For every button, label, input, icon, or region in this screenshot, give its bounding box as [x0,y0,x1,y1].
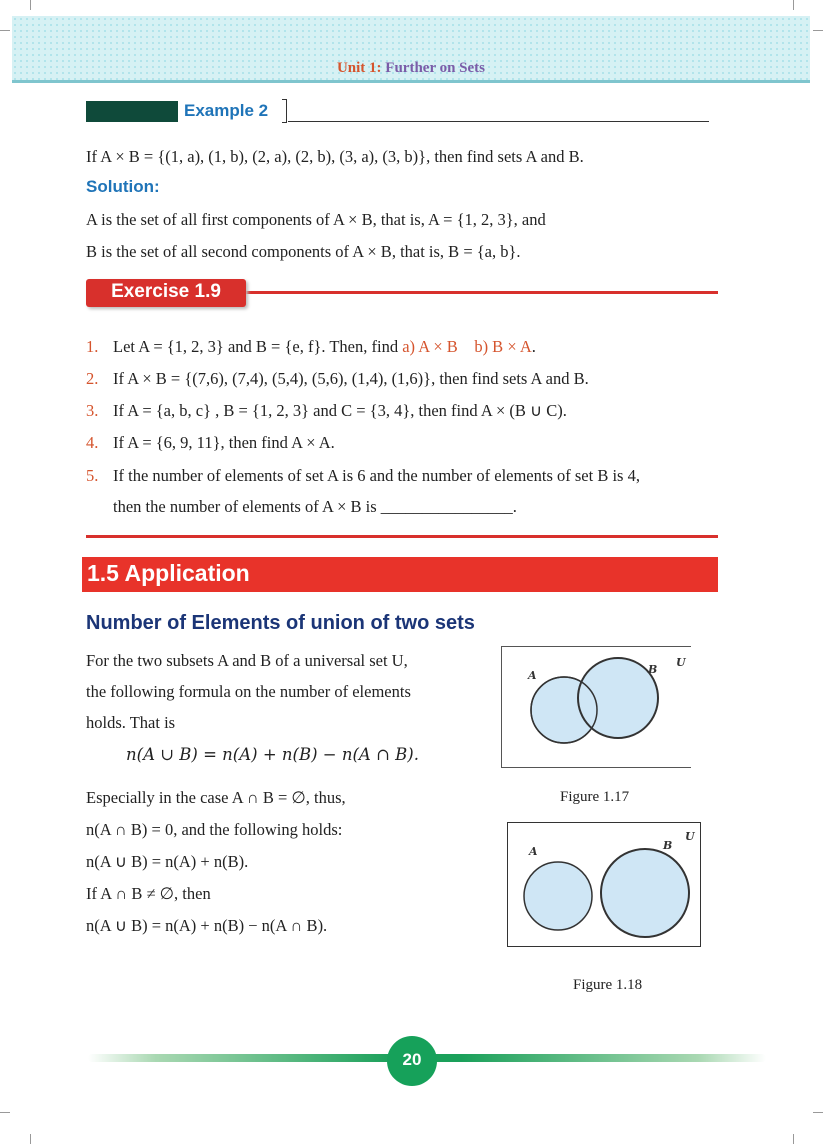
unit-prefix: Unit 1: [336,60,382,76]
set-a-label: A [528,669,537,682]
crop-mark [30,0,31,10]
exercise-part-a: a) A × B [402,337,458,356]
exercise-number: 5. [86,466,99,485]
example-tab-block [86,101,178,122]
paragraph-line: n(A ∪ B) = n(A) + n(B). [86,852,249,871]
exercise-rule [240,291,718,294]
exercise-end: . [531,337,536,356]
universal-set-label: U [685,830,695,843]
venn-disjoint-diagram [508,823,700,946]
exercise-item: If the number of elements of set A is 6 and the number of elements of set B is 4, [113,466,640,485]
crop-mark [793,0,794,10]
exercise-item: If A × B = {(7,6), (7,4), (5,4), (5,6), (1,4), (1,6)}, then find sets A and B. [113,369,589,388]
exercise-number: 4. [86,433,99,452]
solution-line-2: B is the set of all second components of A × B, that is, B = {a, b}. [86,242,521,261]
figure-1-18-box [507,822,701,947]
set-b-label: B [663,839,673,852]
example-problem: If A × B = {(1, a), (1, b), (2, a), (2, b), (3, a), (3, b)}, then find sets A and B. [86,147,584,166]
exercise-end-rule [86,535,718,538]
figure-1-18-caption: Figure 1.18 [573,977,643,993]
crop-mark [0,1112,10,1113]
exercise-label: Exercise 1.9 [111,281,221,302]
crop-mark [813,30,823,31]
set-b-label: B [648,663,658,676]
exercise-item: If A = {6, 9, 11}, then find A × A. [113,433,335,452]
figure-1-17-box [501,646,691,768]
venn-overlapping-diagram [502,647,691,767]
page-number: 20 [402,1050,422,1069]
set-a-circle [524,862,592,930]
crop-mark [793,1134,794,1144]
paragraph-line: For the two subsets A and B of a universal set U, [86,651,408,670]
set-b-circle [578,658,658,738]
unit-title [12,60,810,77]
header-rule [12,80,810,83]
exercise-part-b: b) B × A [474,337,532,356]
example-label: Example 2 [184,101,269,120]
crop-mark [0,30,10,31]
exercise-number: 2. [86,369,99,388]
example-bracket [282,99,287,123]
unit-name: Further on Sets [385,60,486,76]
section-title: 1.5 Application [87,560,250,586]
solution-label: Solution: [86,177,160,196]
set-b-circle [601,849,689,937]
set-a-label: A [529,845,538,858]
figure-1-17-caption: Figure 1.17 [560,789,630,805]
exercise-item-continued: then the number of elements of A × B is ________________. [113,497,517,516]
exercise-text: Let A = {1, 2, 3} and B = {e, f}. Then, find [113,337,403,356]
paragraph-line: n(A ∩ B) = 0, and the following holds: [86,820,343,839]
paragraph-line: the following formula on the number of elements [86,682,411,701]
paragraph-line: Especially in the case A ∩ B = ∅, thus, [86,788,346,807]
exercise-number: 3. [86,401,99,420]
example-rule [288,121,709,122]
subsection-title: Number of Elements of union of two sets [86,612,475,634]
exercise-number: 1. [86,337,99,356]
paragraph-line: holds. That is [86,713,176,732]
crop-mark [30,1134,31,1144]
crop-mark [813,1112,823,1113]
universal-set-label: U [676,656,686,669]
union-formula: n(A ∪ B) = n(A) + n(B) − n(A ∩ B). [126,745,419,764]
paragraph-line: If A ∩ B ≠ ∅, then [86,884,211,903]
exercise-item: If A = {a, b, c} , B = {1, 2, 3} and C = {3, 4}, then find A × (B ∪ C). [113,401,567,420]
exercise-item [113,337,536,357]
solution-line-1: A is the set of all first components of A × B, that is, A = {1, 2, 3}, and [86,210,546,229]
paragraph-line: n(A ∪ B) = n(A) + n(B) − n(A ∩ B). [86,916,328,935]
